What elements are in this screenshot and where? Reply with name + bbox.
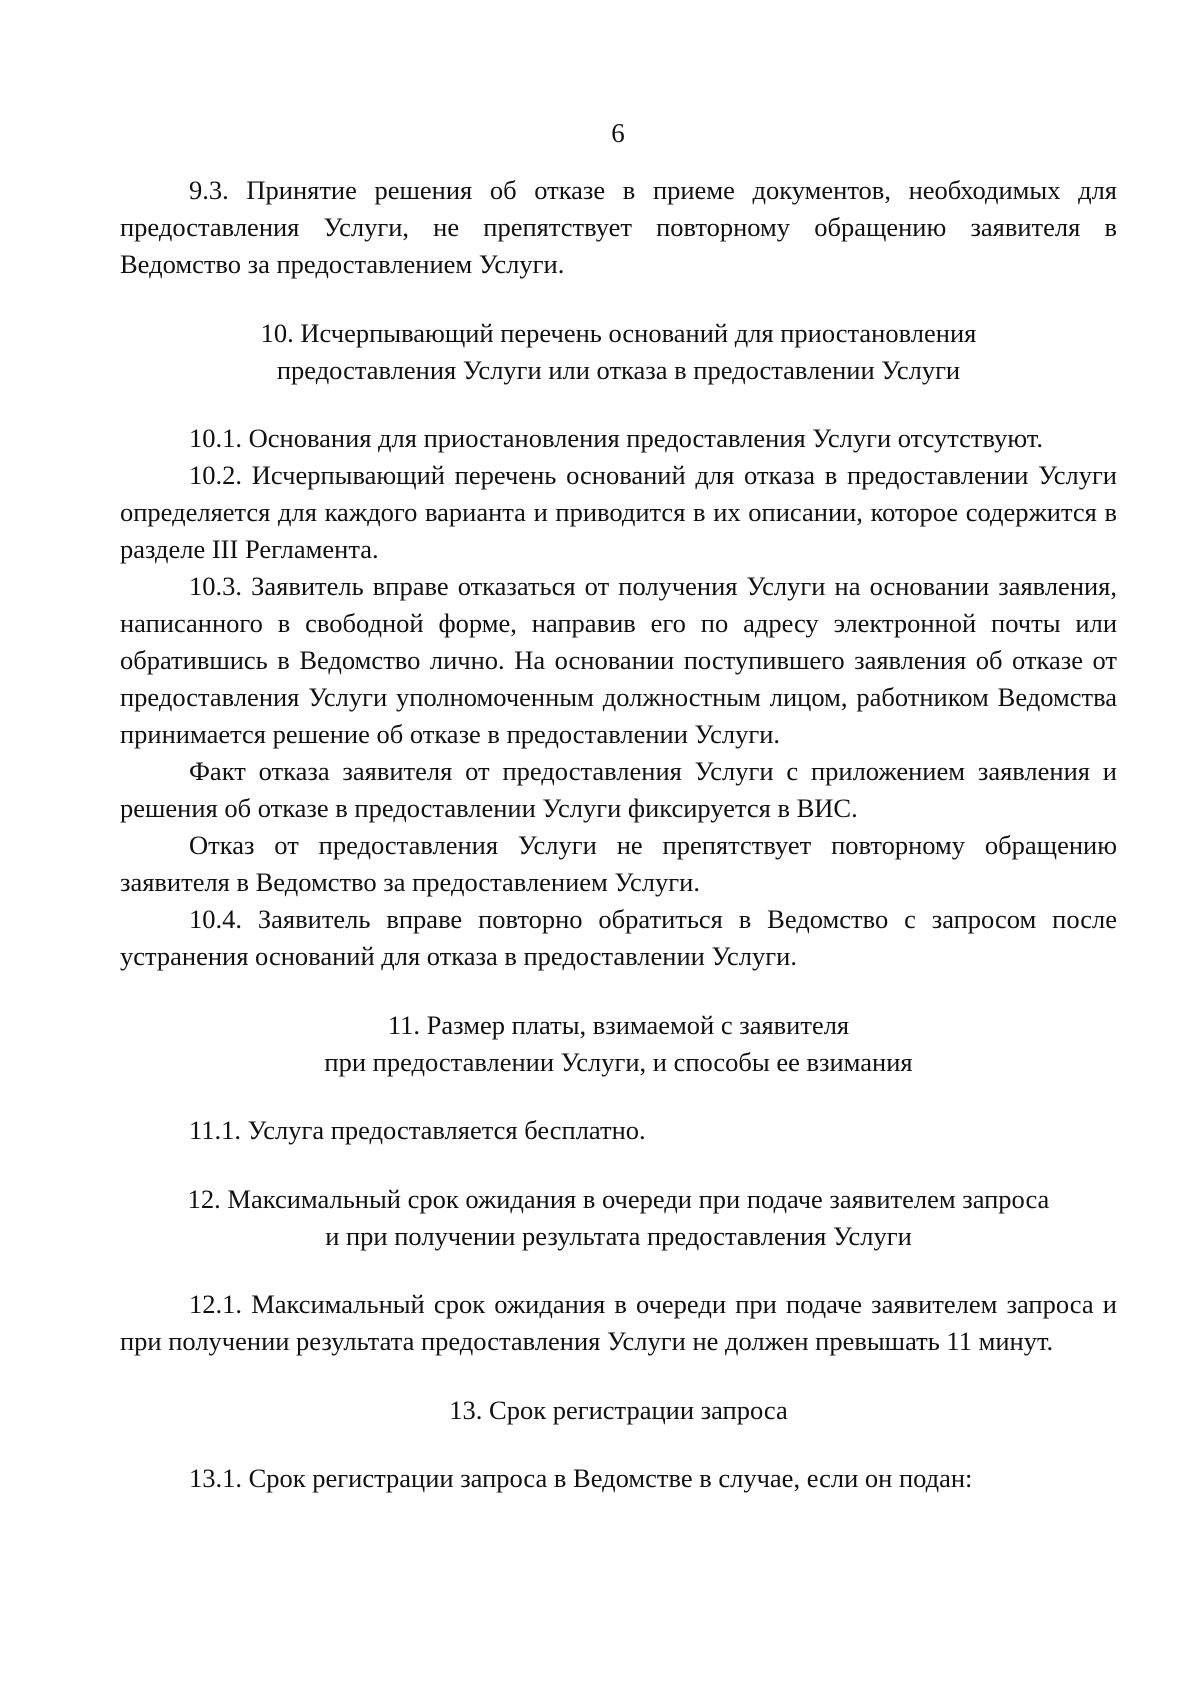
paragraph-12-1: 12.1. Максимальный срок ожидания в очереди при подаче заявителем запроса и при получении результата предоставления Услуги не должен превышать 11 минут. — [120, 1289, 1117, 1356]
paragraph-10-3-refusal: Отказ от предоставления Услуги не препятствует повторному обращению заявителя в Ведомство за предоставлением Услуги. — [120, 830, 1117, 897]
section-heading-12 — [120, 1181, 1117, 1255]
paragraph-10-2: 10.2. Исчерпывающий перечень оснований для отказа в предоставлении Услуги определяется для каждого варианта и приводится в их описании, которое содержится в разделе III Регламента. — [120, 460, 1117, 564]
page-number: 6 — [611, 118, 625, 148]
document-body — [120, 172, 1117, 1497]
heading-10-line-2: предоставления Услуги или отказа в предоставлении Услуги — [276, 355, 961, 385]
heading-11-line-2: при предоставлении Услуги, и способы ее взимания — [324, 1047, 913, 1077]
paragraph-9-3: 9.3. Принятие решения об отказе в приеме документов, необходимых для предоставления Услуги, не препятствует повторному обращению заявителя в Ведомство за предоставлением Услуги. — [120, 175, 1117, 279]
section-heading-10 — [120, 315, 1117, 389]
heading-10-line-1: 10. Исчерпывающий перечень оснований для приостановления — [260, 318, 977, 348]
heading-13: 13. Срок регистрации запроса — [449, 1395, 788, 1425]
heading-12-line-1: 12. Максимальный срок ожидания в очереди при подаче заявителем запроса — [187, 1184, 1050, 1214]
paragraph-10-3: 10.3. Заявитель вправе отказаться от получения Услуги на основании заявления, написанного в свободной форме, направив его по адресу электронной почты или обратившись в Ведомство лично. На основании поступившего заявления об отказе от предоставления Услуги уполномоченным должностным лицом, работником Ведомства принимается решение об отказе в предоставлении Услуги. — [120, 571, 1117, 749]
section-heading-11 — [120, 1007, 1117, 1081]
paragraph-11-1: 11.1. Услуга предоставляется бесплатно. — [189, 1115, 646, 1145]
paragraph-10-3-fact: Факт отказа заявителя от предоставления Услуги с приложением заявления и решения об отказе в предоставлении Услуги фиксируется в ВИС. — [120, 756, 1117, 823]
heading-12-line-2: и при получении результата предоставления Услуги — [325, 1221, 912, 1251]
paragraph-10-1: 10.1. Основания для приостановления предоставления Услуги отсутствуют. — [189, 423, 1044, 453]
paragraph-10-4: 10.4. Заявитель вправе повторно обратиться в Ведомство с запросом после устранения оснований для отказа в предоставлении Услуги. — [120, 904, 1117, 971]
heading-11-line-1: 11. Размер платы, взимаемой с заявителя — [387, 1010, 850, 1040]
paragraph-13-1: 13.1. Срок регистрации запроса в Ведомстве в случае, если он подан: — [189, 1463, 973, 1493]
section-heading-13 — [120, 1392, 1117, 1429]
